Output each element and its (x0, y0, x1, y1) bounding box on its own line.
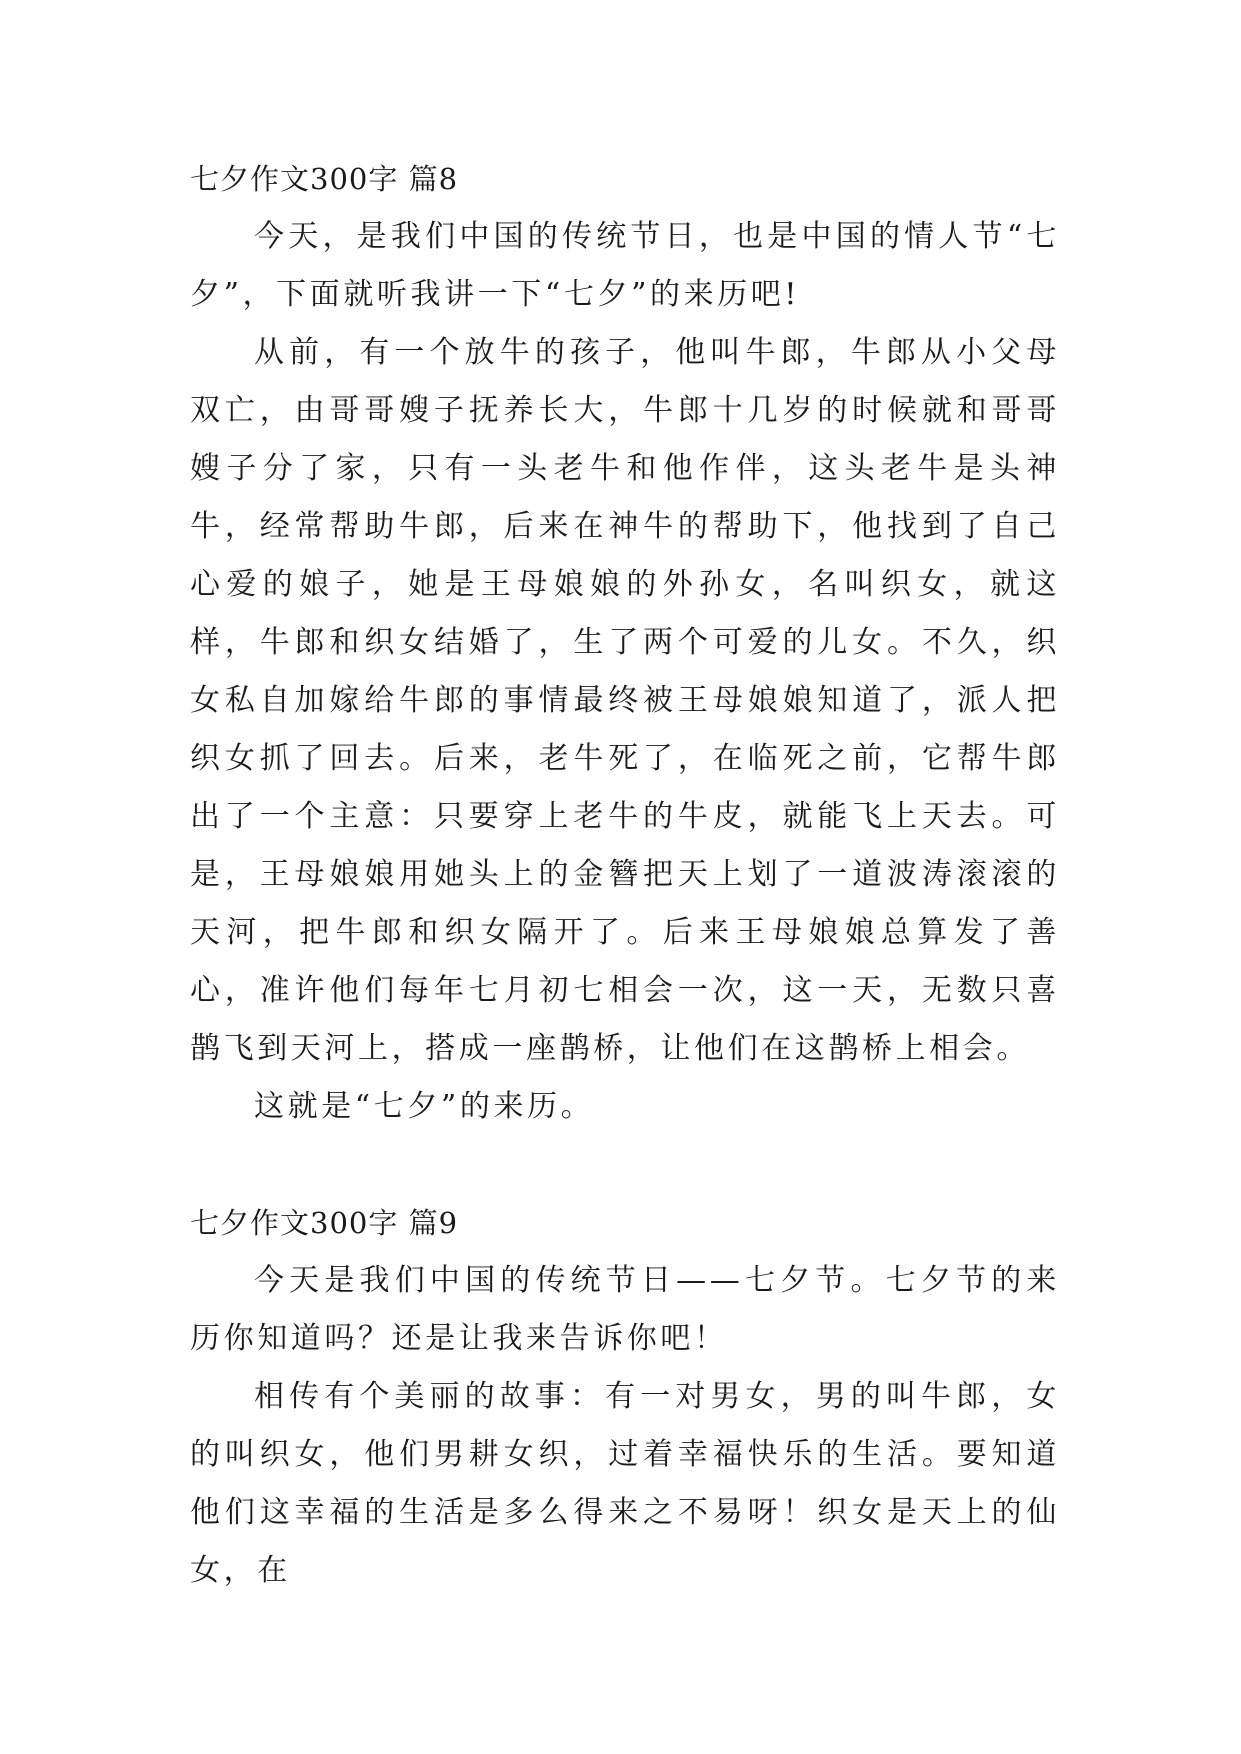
paragraph: 今天，是我们中国的传统节日，也是中国的情人节“七夕”，下面就听我讲一下“七夕”的来历吧! (190, 219, 1060, 312)
essay-section-9 (190, 1194, 1060, 1600)
section-spacer (190, 1136, 1060, 1194)
paragraph: 今天是我们中国的传统节日——七夕节。七夕节的来历你知道吗？还是让我来告诉你吧！ (190, 1263, 1060, 1356)
essay-section-8 (190, 150, 1060, 1136)
section-title: 七夕作文300字 篇9 (190, 1206, 459, 1240)
paragraph: 从前，有一个放牛的孩子，他叫牛郎，牛郎从小父母双亡，由哥哥嫂子抚养长大，牛郎十几岁的时候就和哥哥嫂子分了家，只有一头老牛和他作伴，这头老牛是头神牛，经常帮助牛郎，后来在神牛的帮助下，他找到了自己心爱的娘子，她是王母娘娘的外孙女，名叫织女，就这样，牛郎和织女结婚了，生了两个可爱的儿女。不久，织女私自加嫁给牛郎的事情最终被王母娘娘知道了，派人把织女抓了回去。后来，老牛死了，在临死之前，它帮牛郎出了一个主意：只要穿上老牛的牛皮，就能飞上天去。可是，王母娘娘用她头上的金簪把天上划了一道波涛滚滚的天河，把牛郎和织女隔开了。后来王母娘娘总算发了善心，准许他们每年七月初七相会一次，这一天，无数只喜鹊飞到天河上，搭成一座鹊桥，让他们在这鹊桥上相会。 (190, 335, 1060, 1066)
paragraph: 相传有个美丽的故事：有一对男女，男的叫牛郎，女的叫织女，他们男耕女织，过着幸福快乐的生活。要知道他们这幸福的生活是多么得来之不易呀！织女是天上的仙女，在 (190, 1379, 1060, 1588)
section-title: 七夕作文300字 篇8 (190, 162, 459, 196)
paragraph: 这就是“七夕”的来历。 (254, 1089, 595, 1124)
document-page (190, 150, 1060, 1600)
